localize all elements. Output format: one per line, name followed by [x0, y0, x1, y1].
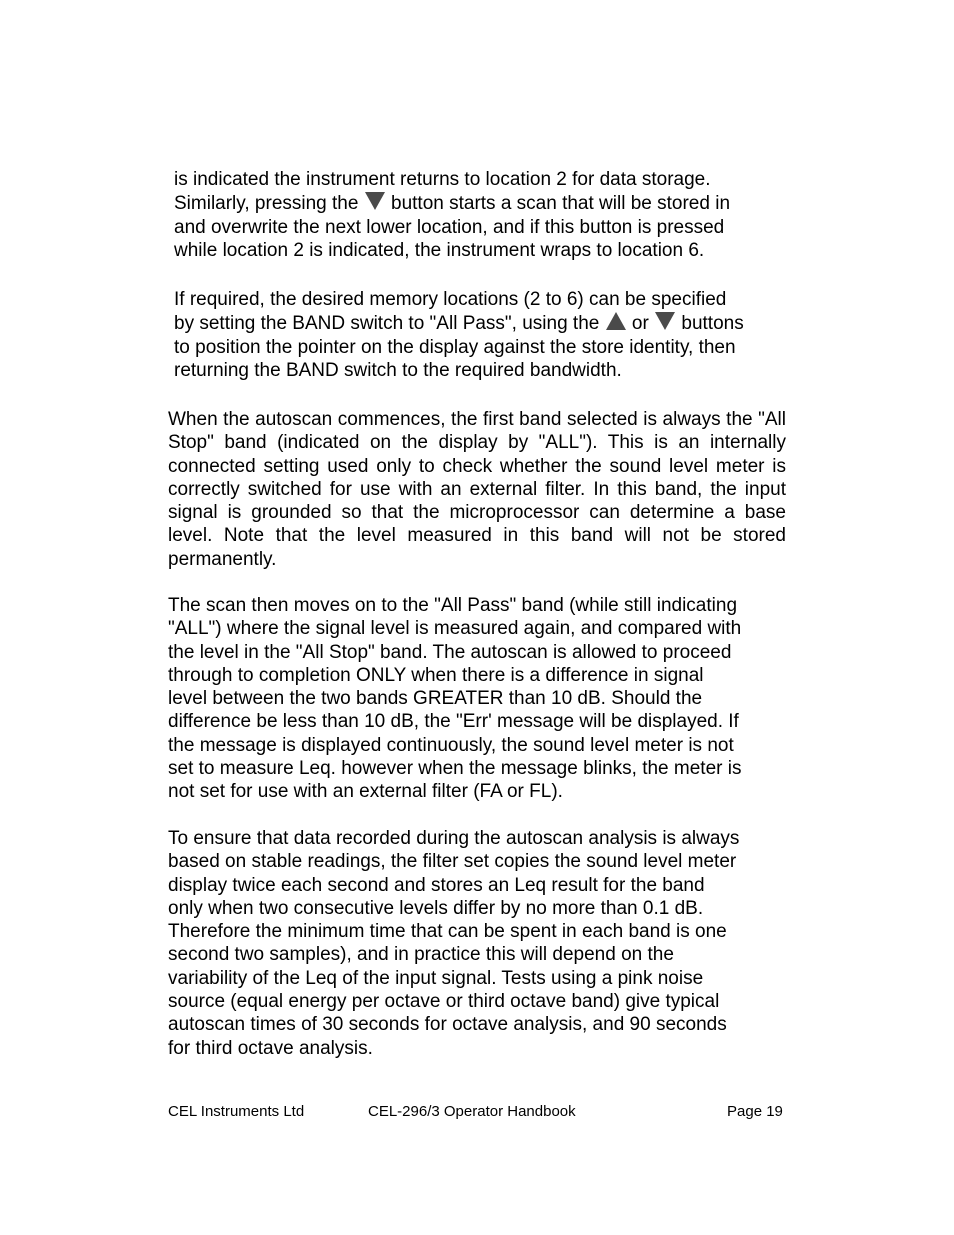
text-line: Therefore the minimum time that can be spent in each band is one — [168, 921, 727, 943]
text-line: autoscan times of 30 seconds for octave analysis, and 90 seconds — [168, 1014, 727, 1036]
text-line: source (equal energy per octave or third octave band) give typical — [168, 991, 720, 1013]
text-span: by setting the BAND switch to "All Pass", using the — [174, 313, 605, 335]
text-line: to position the pointer on the display against the store identity, then — [174, 336, 736, 358]
paragraph-3: When the autoscan commences, the first band selected is always the "All Stop" band (indicated on the display by "ALL"). This is an internally connected setting used only to check whether the sound level meter is correctly switched for use with an external filter. In this band, the input signal is grounded so that the microprocessor can determine a base level. Note that the level measured in this band will not be stored permanently. — [168, 409, 786, 570]
text-line: level between the two bands GREATER than 10 dB. Should the — [168, 688, 703, 710]
footer-page-number: Page 19 — [727, 1103, 783, 1120]
text-line: is indicated the instrument returns to location 2 for data storage. — [174, 169, 711, 190]
text-line: To ensure that data recorded during the autoscan analysis is always — [168, 828, 740, 849]
text-span: button starts a scan that will be stored in — [385, 193, 731, 215]
text-line — [174, 311, 789, 335]
text-line: through to completion ONLY when there is a difference in signal — [168, 664, 704, 686]
text-line: based on stable readings, the filter set copies the sound level meter — [168, 851, 737, 873]
text-span: buttons — [676, 313, 744, 335]
text-line: If required, the desired memory locations (2 to 6) can be specified — [174, 289, 727, 310]
text-line: not set for use with an external filter (FA or FL). — [168, 781, 563, 803]
text-line: display twice each second and stores an Leq result for the band — [168, 874, 705, 896]
text-line: the level in the "All Stop" band. The autoscan is allowed to proceed — [168, 641, 732, 663]
down-triangle-icon — [654, 311, 676, 331]
footer-company: CEL Instruments Ltd — [168, 1103, 305, 1120]
up-triangle-icon — [605, 311, 627, 331]
text-span: or — [626, 313, 655, 335]
paragraph-5 — [168, 827, 786, 1060]
text-line: second two samples), and in practice this will depend on the — [168, 944, 674, 966]
text-line: while location 2 is indicated, the instrument wraps to location 6. — [174, 239, 705, 261]
down-triangle-icon — [364, 191, 386, 211]
text-line: difference be less than 10 dB, the "Err' message will be displayed. If — [168, 711, 739, 733]
text-line: variability of the Leq of the input signal. Tests using a pink noise — [168, 967, 704, 989]
text-line: the message is displayed continuously, the sound level meter is not — [168, 734, 734, 756]
paragraph-2 — [174, 288, 789, 382]
footer-title: CEL-296/3 Operator Handbook — [368, 1103, 576, 1120]
text-line: returning the BAND switch to the required bandwidth. — [174, 359, 622, 381]
text-line: The scan then moves on to the "All Pass" band (while still indicating — [168, 595, 738, 616]
text-span: Similarly, pressing the — [174, 193, 364, 215]
text-line — [174, 191, 789, 215]
text-line: "ALL") where the signal level is measured again, and compared with — [168, 618, 742, 640]
text-line: for third octave analysis. — [168, 1037, 373, 1059]
text-line: set to measure Leq. however when the message blinks, the meter is — [168, 758, 742, 780]
paragraph-4 — [168, 594, 786, 804]
text-line: only when two consecutive levels differ by no more than 0.1 dB. — [168, 897, 704, 919]
text-line: and overwrite the next lower location, and if this button is pressed — [174, 216, 725, 238]
paragraph-1 — [174, 168, 789, 262]
